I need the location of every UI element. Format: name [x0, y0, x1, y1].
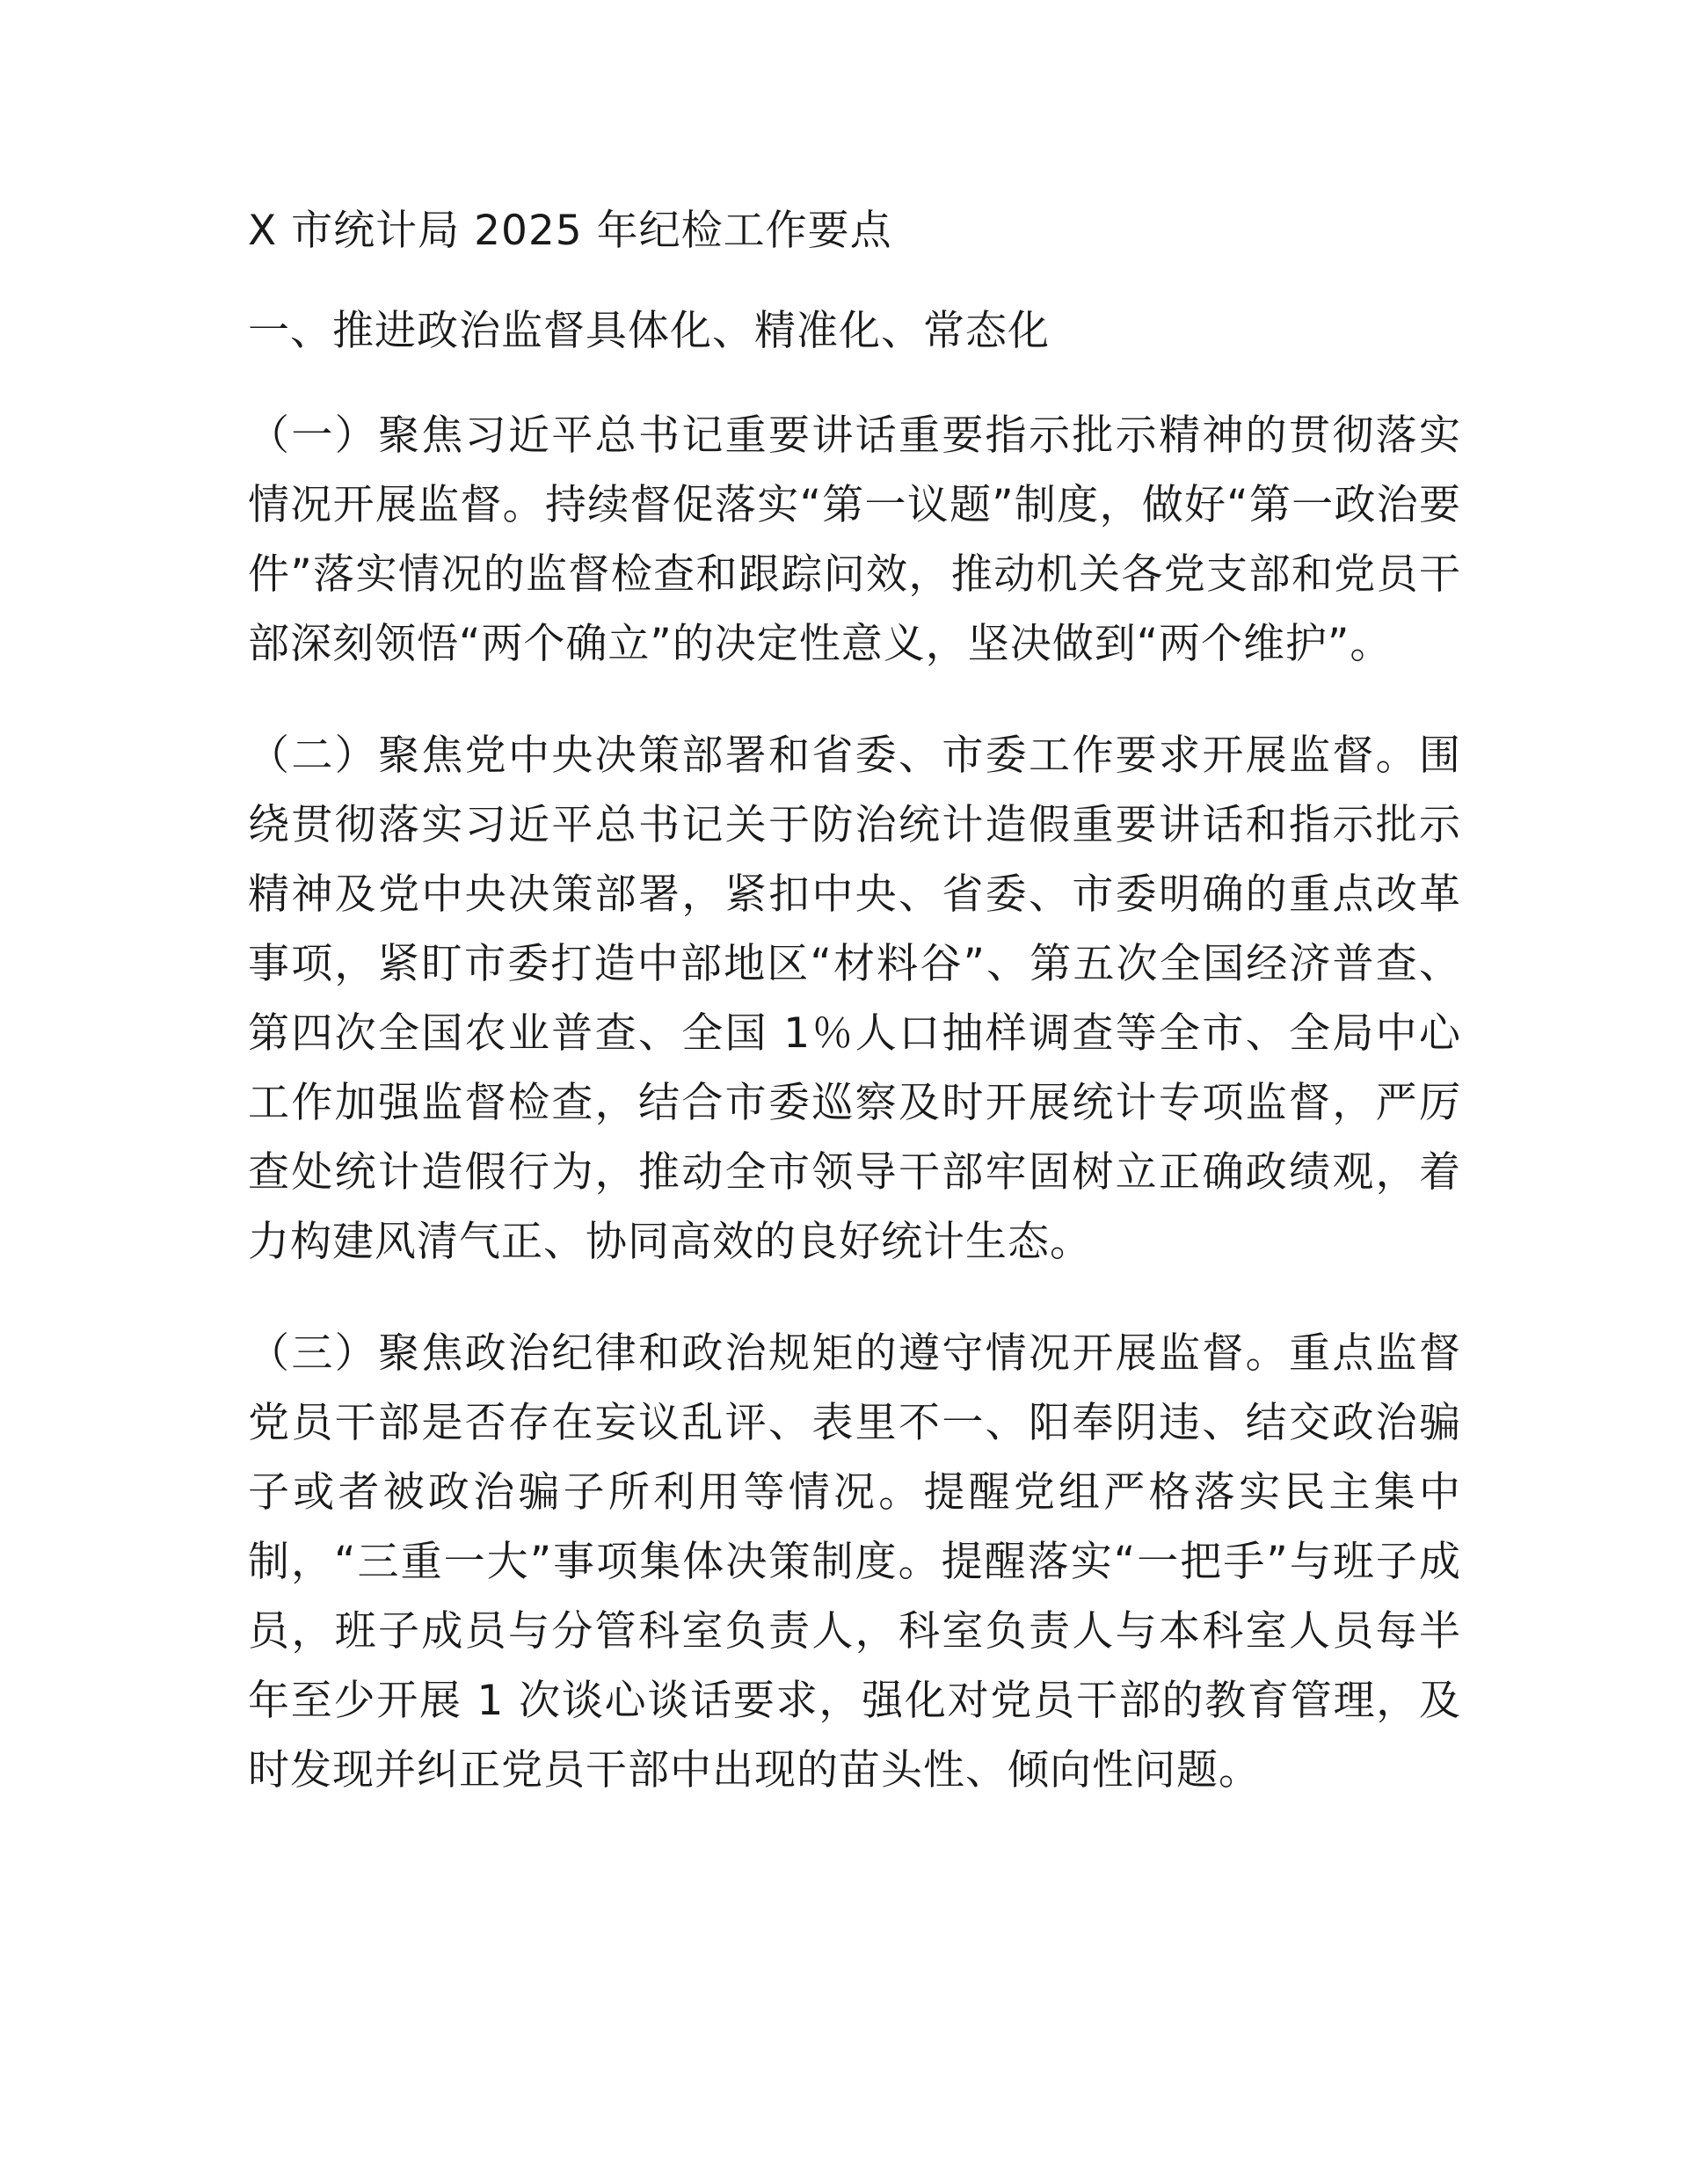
document-title: X 市统计局 2025 年纪检工作要点 [248, 207, 892, 255]
paragraph-3: （三）聚焦政治纪律和政治规矩的遵守情况开展监督。重点监督党员干部是否存在妄议乱评、表里不一、阳奉阴违、结交政治骗子或者被政治骗子所利用等情况。提醒党组严格落实民主集中制，“三重一大”事项集体决策制度。提醒落实“一把手”与班子成员，班子成员与分管科室负责人，科室负责人与本科室人员每半年至少开展 1 次谈心谈话要求，强化对党员干部的教育管理，及时发现并纠正党员干部中出现的苗头性、倾向性问题。 [248, 1329, 1461, 1795]
paragraph-2: （二）聚焦党中央决策部署和省委、市委工作要求开展监督。围绕贯彻落实习近平总书记关于防治统计造假重要讲话和指示批示精神及党中央决策部署，紧扣中央、省委、市委明确的重点改革事项，紧盯市委打造中部地区“材料谷”、第五次全国经济普查、第四次全国农业普查、全国 1％人口抽样调查等全市、全局中心工作加强监督检查，结合市委巡察及时开展统计专项监督，严厉查处统计造假行为，推动全市领导干部牢固树立正确政绩观，着力构建风清气正、协同高效的良好统计生态。 [248, 732, 1461, 1266]
paragraph-1: （一）聚焦习近平总书记重要讲话重要指示批示精神的贯彻落实情况开展监督。持续督促落实“第一议题”制度，做好“第一政治要件”落实情况的监督检查和跟踪问效，推动机关各党支部和党员干部深刻领悟“两个确立”的决定性意义，坚决做到“两个维护”。 [248, 411, 1461, 668]
section-heading: 一、推进政治监督具体化、精准化、常态化 [248, 307, 1050, 355]
document-page [248, 200, 1461, 1847]
